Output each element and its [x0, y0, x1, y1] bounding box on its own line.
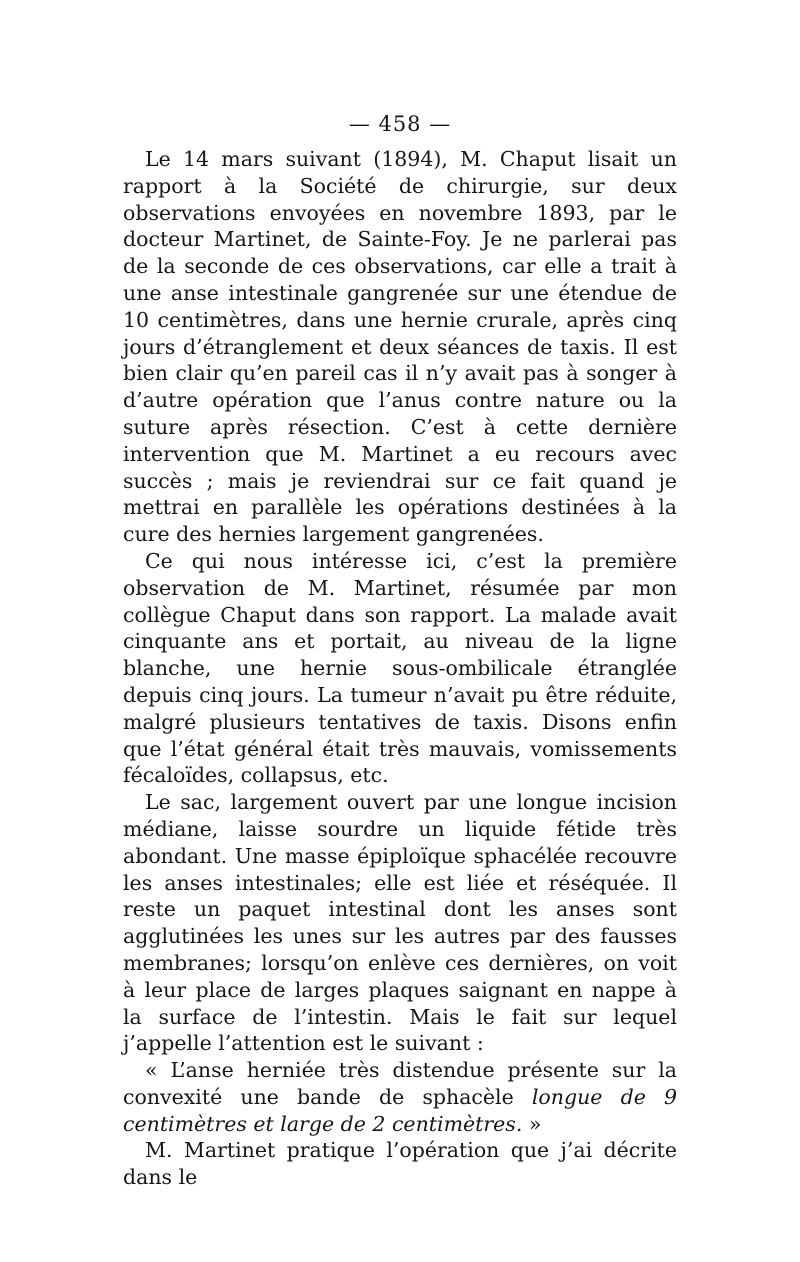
quote-close: »: [522, 1111, 542, 1136]
quote-text: « L’anse herniée très distendue présente sur la convexité une bande de sphacèle: [123, 1058, 677, 1109]
paragraph-3: Le sac, largement ouvert par une longue incision médiane, laisse sourdre un liquide fétide très abondant. Une masse épiploïque sphacélée recouvre les anses intestinales; elle est liée et réséquée. Il reste un paquet intestinal dont les anses sont agglutinées les unes sur les autres par des fausses membranes; lorsqu’on enlève ces dernières, on voit à leur place de larges plaques saignant en nappe à la surface de l’intestin. Mais le fait sur lequel j’appelle l’attention est le suivant :: [123, 790, 677, 1056]
paragraph-last: M. Martinet pratique l’opération que j’ai décrite dans le: [123, 1138, 677, 1190]
body-text: [123, 146, 677, 1191]
paragraph-2: Ce qui nous intéresse ici, c’est la première observation de M. Martinet, résumée par mon collègue Chaput dans son rapport. La malade avait cinquante ans et portait, au niveau de la ligne blanche, une hernie sous-ombilicale étranglée depuis cinq jours. La tumeur n’avait pu être réduite, malgré plusieurs tentatives de taxis. Disons enfin que l’état général était très mauvais, vomissements fécaloïdes, collapsus, etc.: [123, 548, 677, 788]
page-number: — 458 —: [348, 112, 452, 136]
quote-paragraph: [123, 1057, 677, 1137]
quote-italic-text: longue de 9 centimètres et large de 2 centimètres.: [123, 1084, 678, 1136]
paragraph-1: Le 14 mars suivant (1894), M. Chaput lisait un rapport à la Société de chirurgie, sur deux observations envoyées en novembre 1893, par le docteur Martinet, de Sainte-Foy. Je ne parlerai pas de la seconde de ces observations, car elle a trait à une anse intestinale gangrenée sur une étendue de 10 centimètres, dans une hernie crurale, après cinq jours d’étranglement et deux séances de taxis. Il est bien clair qu’en pareil cas il n’y avait pas à songer à d’autre opération que l’anus contre nature ou la suture après résection. C’est à cette dernière intervention que M. Martinet a eu recours avec succès ; mais je reviendrai sur ce fait quand je mettrai en parallèle les opérations destinées à la cure des hernies largement gangrenées.: [123, 147, 677, 547]
